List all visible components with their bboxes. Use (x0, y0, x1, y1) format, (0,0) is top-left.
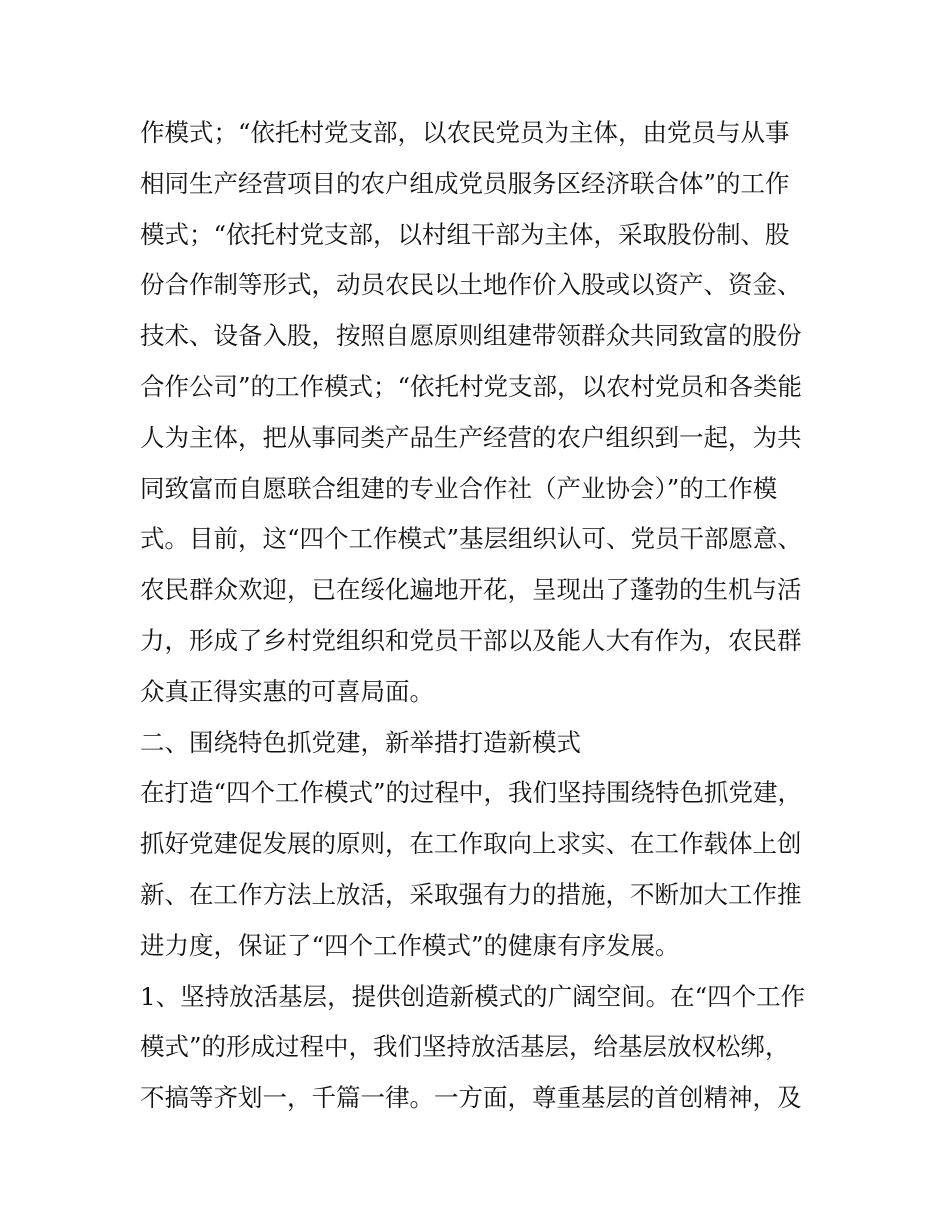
text-line-20: 不搞等齐划一，千篇一律。一方面，尊重基层的首创精神，及 (140, 1083, 802, 1113)
text-line-2: 相同生产经营项目的农户组成党员服务区经济联合体”的工作 (140, 168, 790, 198)
text-line-6: 合作公司”的工作模式；“依托村党支部，以农村党员和各类能 (140, 371, 803, 401)
text-line-10: 农民群众欢迎，已在绥化遍地开花，呈现出了蓬勃的生机与活 (140, 575, 802, 605)
text-line-3: 模式；“依托村党支部，以村组干部为主体，采取股份制、股 (140, 219, 790, 249)
text-line-8: 同致富而自愿联合组建的专业合作社（产业协会）”的工作模 (140, 473, 778, 503)
text-line-18: 1、坚持放活基层，提供创造新模式的广阔空间。在“四个工作 (140, 981, 806, 1011)
text-line-19: 模式”的形成过程中，我们坚持放活基层，给基层放权松绑， (140, 1032, 790, 1062)
text-line-17: 进力度，保证了“四个工作模式”的健康有序发展。 (140, 930, 680, 960)
text-line-1: 作模式；“依托村党支部，以农民党员为主体，由党员与从事 (140, 118, 790, 147)
document-body (140, 108, 820, 1124)
text-line-4: 份合作制等形式，动员农民以土地作价入股或以资产、资金、 (140, 270, 802, 300)
text-line-5: 技术、设备入股，按照自愿原则组建带领群众共同致富的股份 (140, 321, 802, 351)
text-line-15: 抓好党建促发展的原则，在工作取向上求实、在工作载体上创 (140, 829, 802, 859)
text-line-9: 式。目前，这“四个工作模式”基层组织认可、党员干部愿意、 (140, 524, 803, 554)
text-line-16: 新、在工作方法上放活，采取强有力的措施，不断加大工作推 (140, 879, 802, 909)
text-line-12: 众真正得实惠的可喜局面。 (140, 676, 434, 706)
text-line-7: 人为主体，把从事同类产品生产经营的农户组织到一起，为共 (140, 422, 802, 452)
section-heading: 二、围绕特色抓党建，新举措打造新模式 (140, 727, 581, 757)
text-line-11: 力，形成了乡村党组织和党员干部以及能人大有作为，农民群 (140, 625, 802, 655)
text-line-14: 在打造“四个工作模式”的过程中，我们坚持围绕特色抓党建， (140, 778, 803, 808)
